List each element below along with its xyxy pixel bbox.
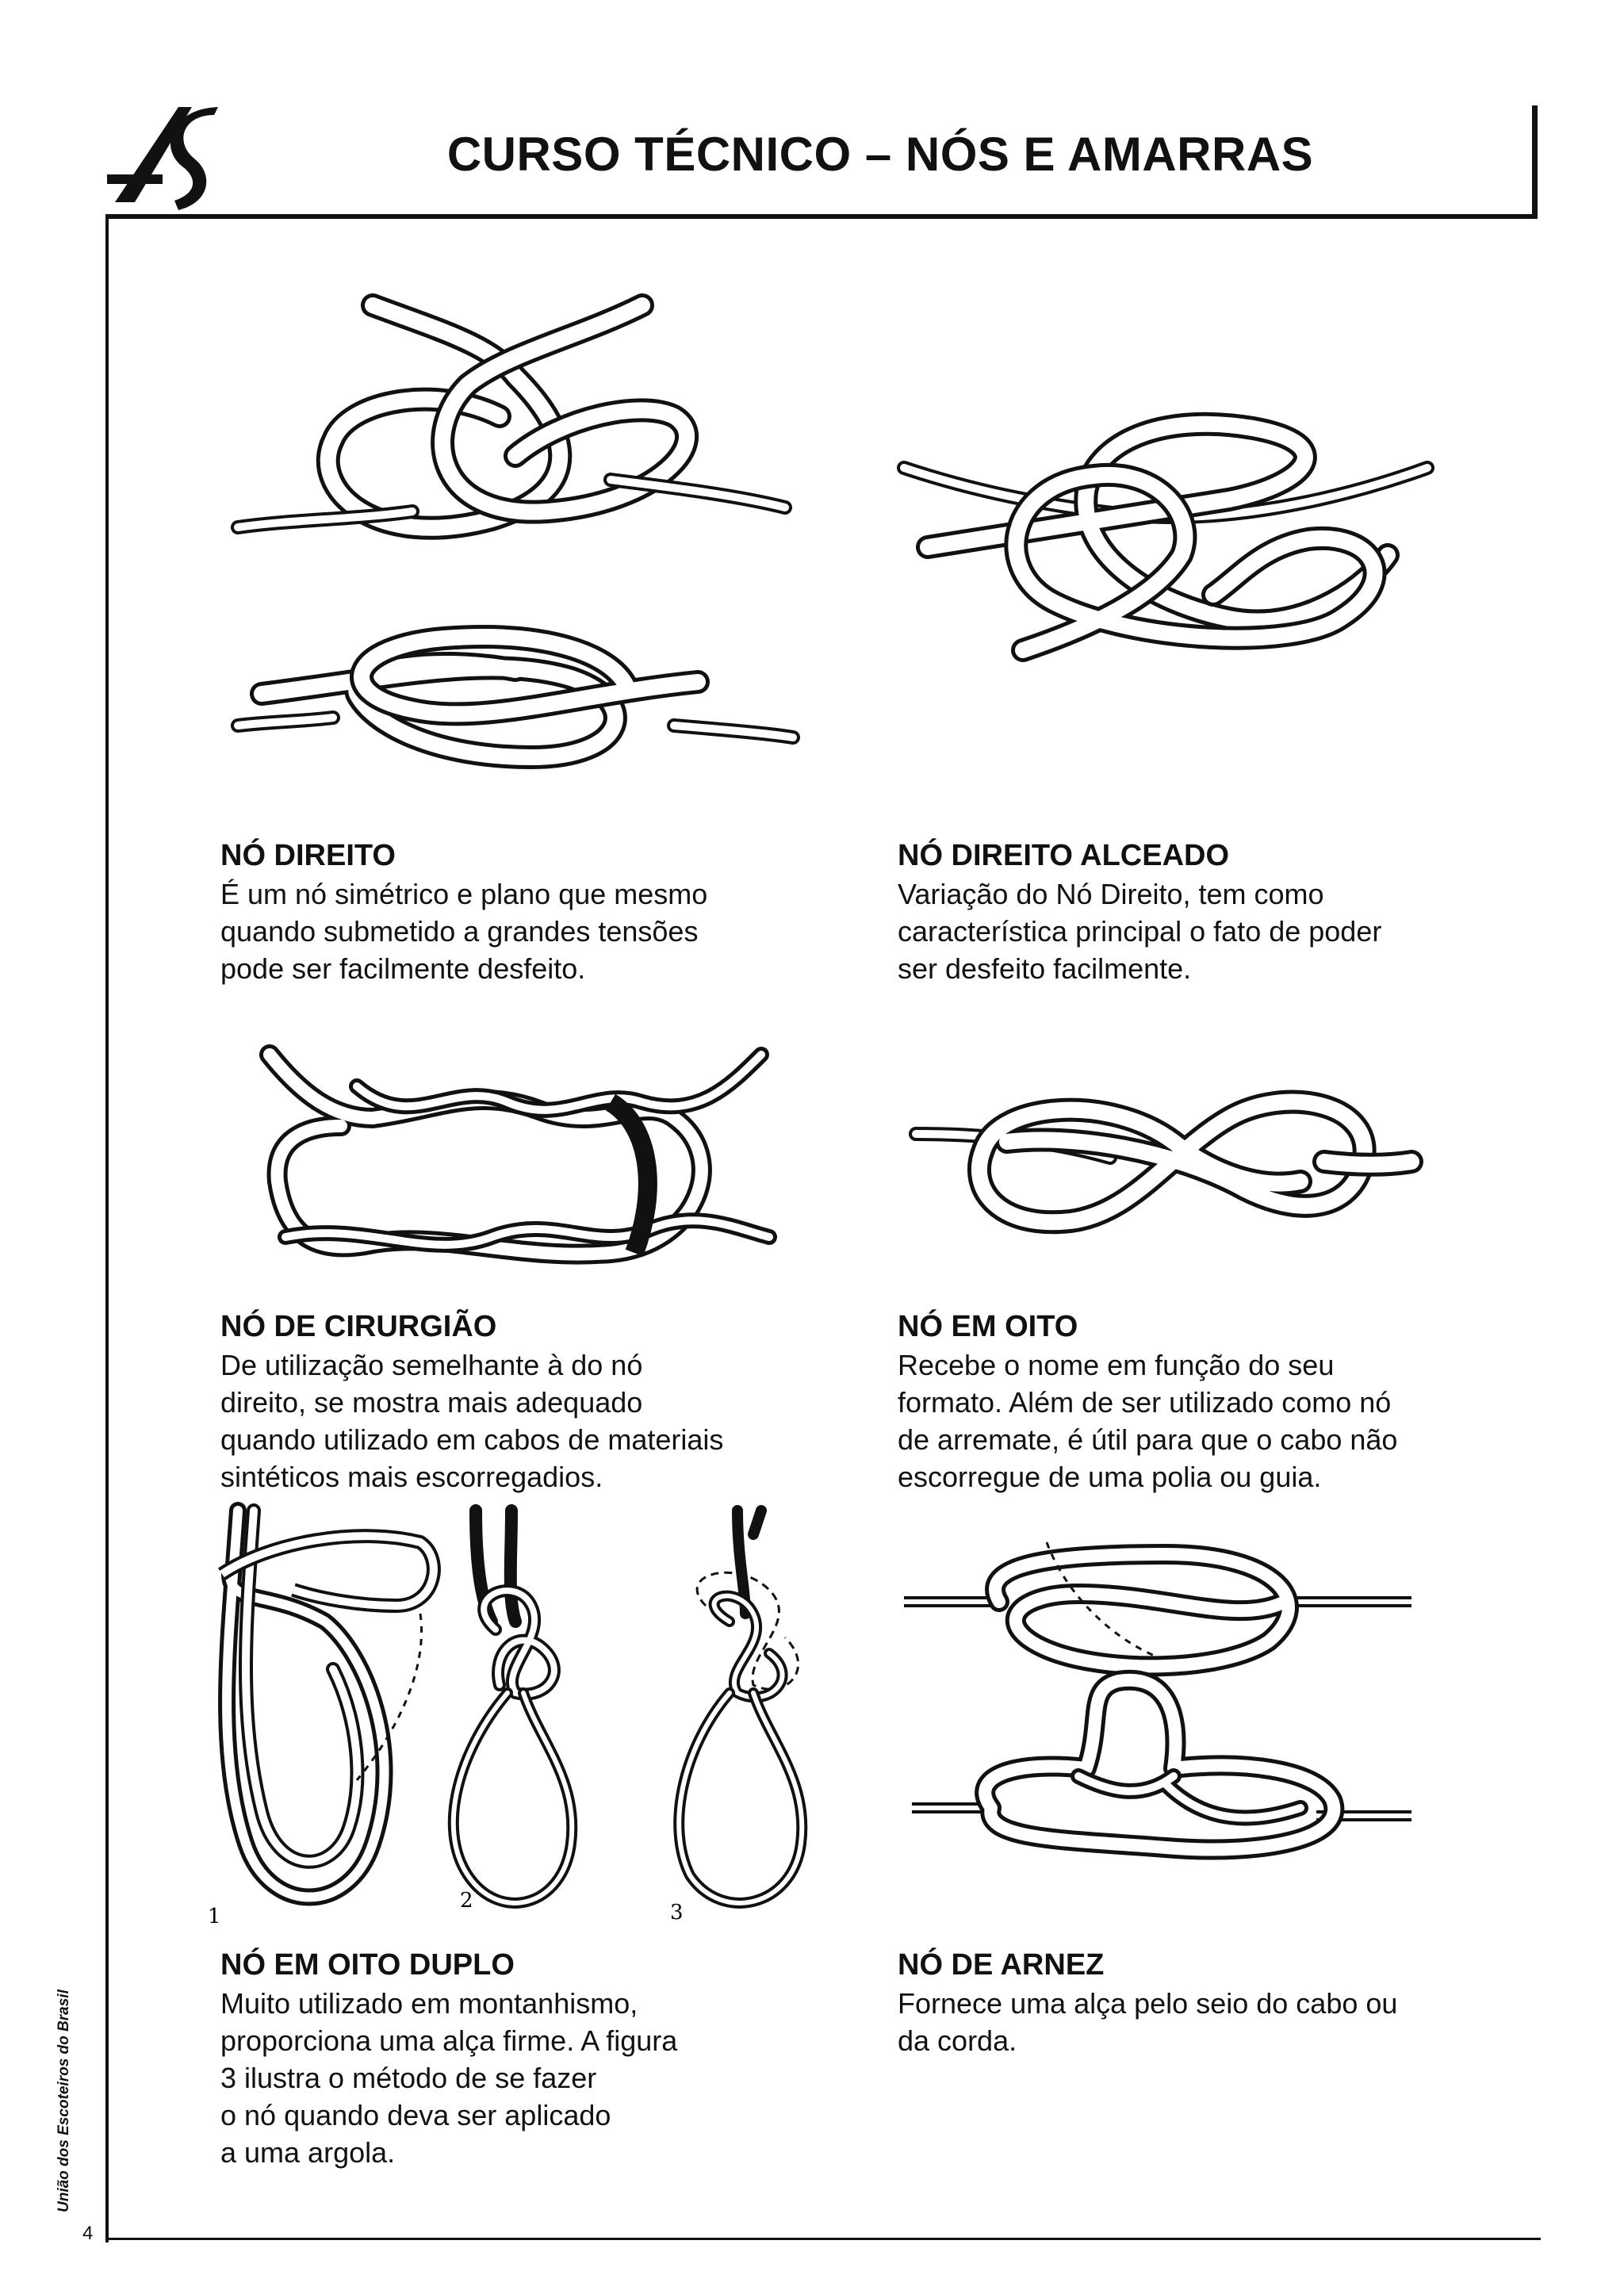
knot-title-no-direito: NÓ DIREITO	[220, 839, 396, 872]
header-right-rule	[1532, 105, 1538, 219]
knot-desc-no-direito: É um nó simétrico e plano que mesmo quando submetido a grandes tensões pode ser facilmente desfeito.	[220, 878, 708, 985]
cow-hitch-bottom	[912, 1680, 1411, 1850]
knot-title-no-de-arnez: NÓ DE ARNEZ	[898, 1948, 1105, 1982]
figure-number-1: 1	[208, 1905, 221, 1928]
knot-title-no-direito-alceado: NÓ DIREITO ALCEADO	[898, 839, 1230, 872]
surgeons-knot-illustration	[254, 1039, 777, 1277]
knot-title-no-em-oito-duplo: NÓ EM OITO DUPLO	[220, 1948, 515, 1982]
cow-hitch-top	[904, 1542, 1411, 1666]
left-margin-rule	[105, 219, 109, 2242]
knot-desc-no-em-oito: Recebe o nome em função do seu formato. Além de ser utilizado como nó de arremate, é útil para que o cabo não escorregue de uma polia ou guia.	[898, 1349, 1398, 1493]
slipped-reef-knot-illustration	[896, 396, 1435, 698]
double-figure-eight-step-1	[208, 1511, 434, 1928]
reef-knot-loose	[238, 305, 785, 528]
logo	[103, 99, 230, 226]
knot-desc-no-de-arnez: Fornece uma alça pelo seio do cabo ou da corda.	[898, 1987, 1398, 2057]
cow-hitch-illustration	[904, 1538, 1427, 1903]
knot-desc-no-em-oito-duplo: Muito utilizado em montanhismo, proporciona uma alça firme. A figura 3 ilustra o método de se fazer o nó quando deva ser aplicado a uma argola.	[220, 1987, 678, 2169]
page-number: 4	[82, 2223, 94, 2244]
figure-number-2: 2	[460, 1889, 473, 1913]
double-figure-eight-step-3	[670, 1511, 802, 1924]
reef-knot-illustration	[230, 281, 801, 797]
double-figure-eight-step-2	[454, 1511, 573, 1913]
knot-title-no-de-cirurgiao: NÓ DE CIRURGIÃO	[220, 1310, 497, 1343]
knot-desc-no-de-cirurgiao: De utilização semelhante à do nó direito, se mostra mais adequado quando utilizado em cabos de materiais sintéticos mais escorregadios.	[220, 1349, 724, 1493]
figure-number-3: 3	[670, 1901, 684, 1924]
footer-rule	[105, 2238, 1541, 2240]
reef-knot-tight	[238, 637, 793, 757]
figure-eight-knot-illustration	[912, 1055, 1419, 1261]
page-title: CURSO TÉCNICO – NÓS E AMARRAS	[446, 128, 1314, 181]
double-figure-eight-illustration	[198, 1511, 825, 1939]
organization-label: União dos Escoteiros do Brasil	[56, 1990, 72, 2212]
header-rule	[105, 214, 1537, 219]
knot-title-no-em-oito: NÓ EM OITO	[898, 1310, 1078, 1343]
knot-desc-no-direito-alceado: Variação do Nó Direito, tem como característica principal o fato de poder ser desfeito facilmente.	[898, 878, 1382, 985]
